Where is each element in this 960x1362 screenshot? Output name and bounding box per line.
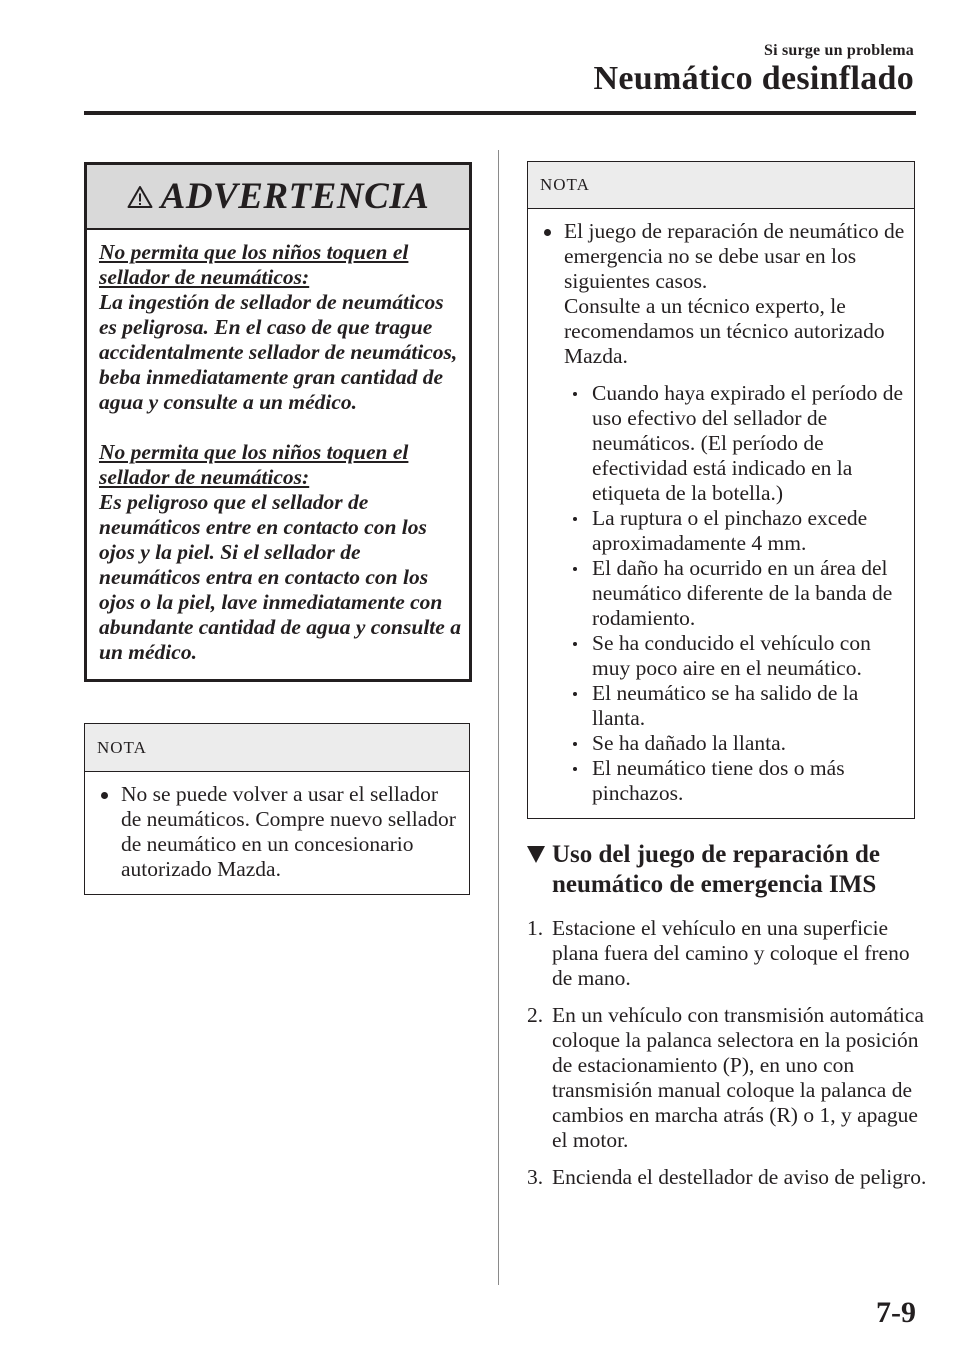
bullet-icon xyxy=(573,642,577,646)
list-item xyxy=(540,219,906,369)
warning-box xyxy=(84,162,472,682)
note-box-left xyxy=(84,723,470,895)
sub-list xyxy=(540,381,906,806)
list-item xyxy=(527,916,927,991)
list-item: El daño ha ocurrido en un área del neumático diferente de la banda de rodamiento. xyxy=(564,556,906,631)
warning-text-1: La ingestión de sellador de neumáticos es peligrosa. En el caso de que trague accidentalmente sellador de neumáticos, beba inmediatamente gran cantidad de agua y consulte a un médico. xyxy=(99,290,458,414)
note-body-left xyxy=(85,772,469,894)
warning-body xyxy=(87,230,469,679)
steps-list xyxy=(527,916,927,1190)
list-item: Se ha dañado la llanta. xyxy=(564,731,906,756)
bullet-icon xyxy=(101,792,108,799)
header-rule xyxy=(84,111,916,115)
warning-triangle-icon xyxy=(127,185,153,209)
warning-title: ADVERTENCIA xyxy=(160,176,430,217)
column-divider xyxy=(498,150,499,1285)
step-number: 1. xyxy=(527,916,544,940)
list-item: La ruptura o el pinchazo excede aproximadamente 4 mm. xyxy=(564,506,906,556)
warning-heading-1: No permita que los niños toquen el sellador de neumáticos: xyxy=(99,240,409,289)
bullet-icon xyxy=(573,692,577,696)
step-number: 3. xyxy=(527,1165,544,1189)
bullet-icon xyxy=(573,742,577,746)
list-item xyxy=(97,782,461,882)
note-box-right xyxy=(527,161,915,819)
list-item xyxy=(527,1003,927,1153)
step-text: En un vehículo con transmisión automática coloque la palanca selectora en la posición de estacionamiento (P), en uno con transmisión manual coloque la palanca de cambios en marcha atrás (R) o 1, y apague el motor. xyxy=(552,1003,924,1152)
page-number: 7-9 xyxy=(876,1296,916,1329)
warning-text-2: Es peligroso que el sellador de neumáticos entre en contacto con los ojos y la piel. Si el sellador de neumáticos entra en contacto con los ojos o la piel, lave inmediatamente con abundante cantidad de agua y consulte a un médico. xyxy=(99,490,461,664)
warning-heading-2: No permita que los niños toquen el sellador de neumáticos: xyxy=(99,440,409,489)
triangle-down-icon xyxy=(527,846,545,863)
list-item: El neumático se ha salido de la llanta. xyxy=(564,681,906,731)
note-right-line-1: El juego de reparación de neumático de emergencia no se debe usar en los siguientes casos. xyxy=(564,219,905,293)
procedure-section xyxy=(527,840,927,1202)
step-text: Estacione el vehículo en una superficie plana fuera del camino y coloque el freno de mano. xyxy=(552,916,910,990)
bullet-icon xyxy=(573,517,577,521)
step-number: 2. xyxy=(527,1003,544,1027)
list-item: El neumático tiene dos o más pinchazos. xyxy=(564,756,906,806)
bullet-icon xyxy=(544,229,551,236)
note-label-left: NOTA xyxy=(85,724,469,772)
step-text: Encienda el destellador de aviso de peligro. xyxy=(552,1165,927,1189)
page-title: Neumático desinflado xyxy=(593,60,914,97)
note-right-line-2: Consulte a un técnico experto, le recomendamos un técnico autorizado Mazda. xyxy=(564,294,885,368)
section-heading: Uso del juego de reparación de neumático de emergencia IMS xyxy=(527,840,927,900)
bullet-icon xyxy=(573,767,577,771)
warning-header xyxy=(87,165,469,230)
bullet-icon xyxy=(573,392,577,396)
list-item: Cuando haya expirado el período de uso efectivo del sellador de neumáticos. (El período de efectividad está indicado en la etiqueta de la botella.) xyxy=(564,381,906,506)
header-section-label: Si surge un problema xyxy=(764,42,914,59)
note-label-right: NOTA xyxy=(528,162,914,209)
note-body-right xyxy=(528,209,914,818)
list-item xyxy=(527,1165,927,1190)
bullet-icon xyxy=(573,567,577,571)
note-left-text: No se puede volver a usar el sellador de neumáticos. Compre nuevo sellador de neumático en un concesionario autorizado Mazda. xyxy=(121,782,456,881)
list-item: Se ha conducido el vehículo con muy poco aire en el neumático. xyxy=(564,631,906,681)
